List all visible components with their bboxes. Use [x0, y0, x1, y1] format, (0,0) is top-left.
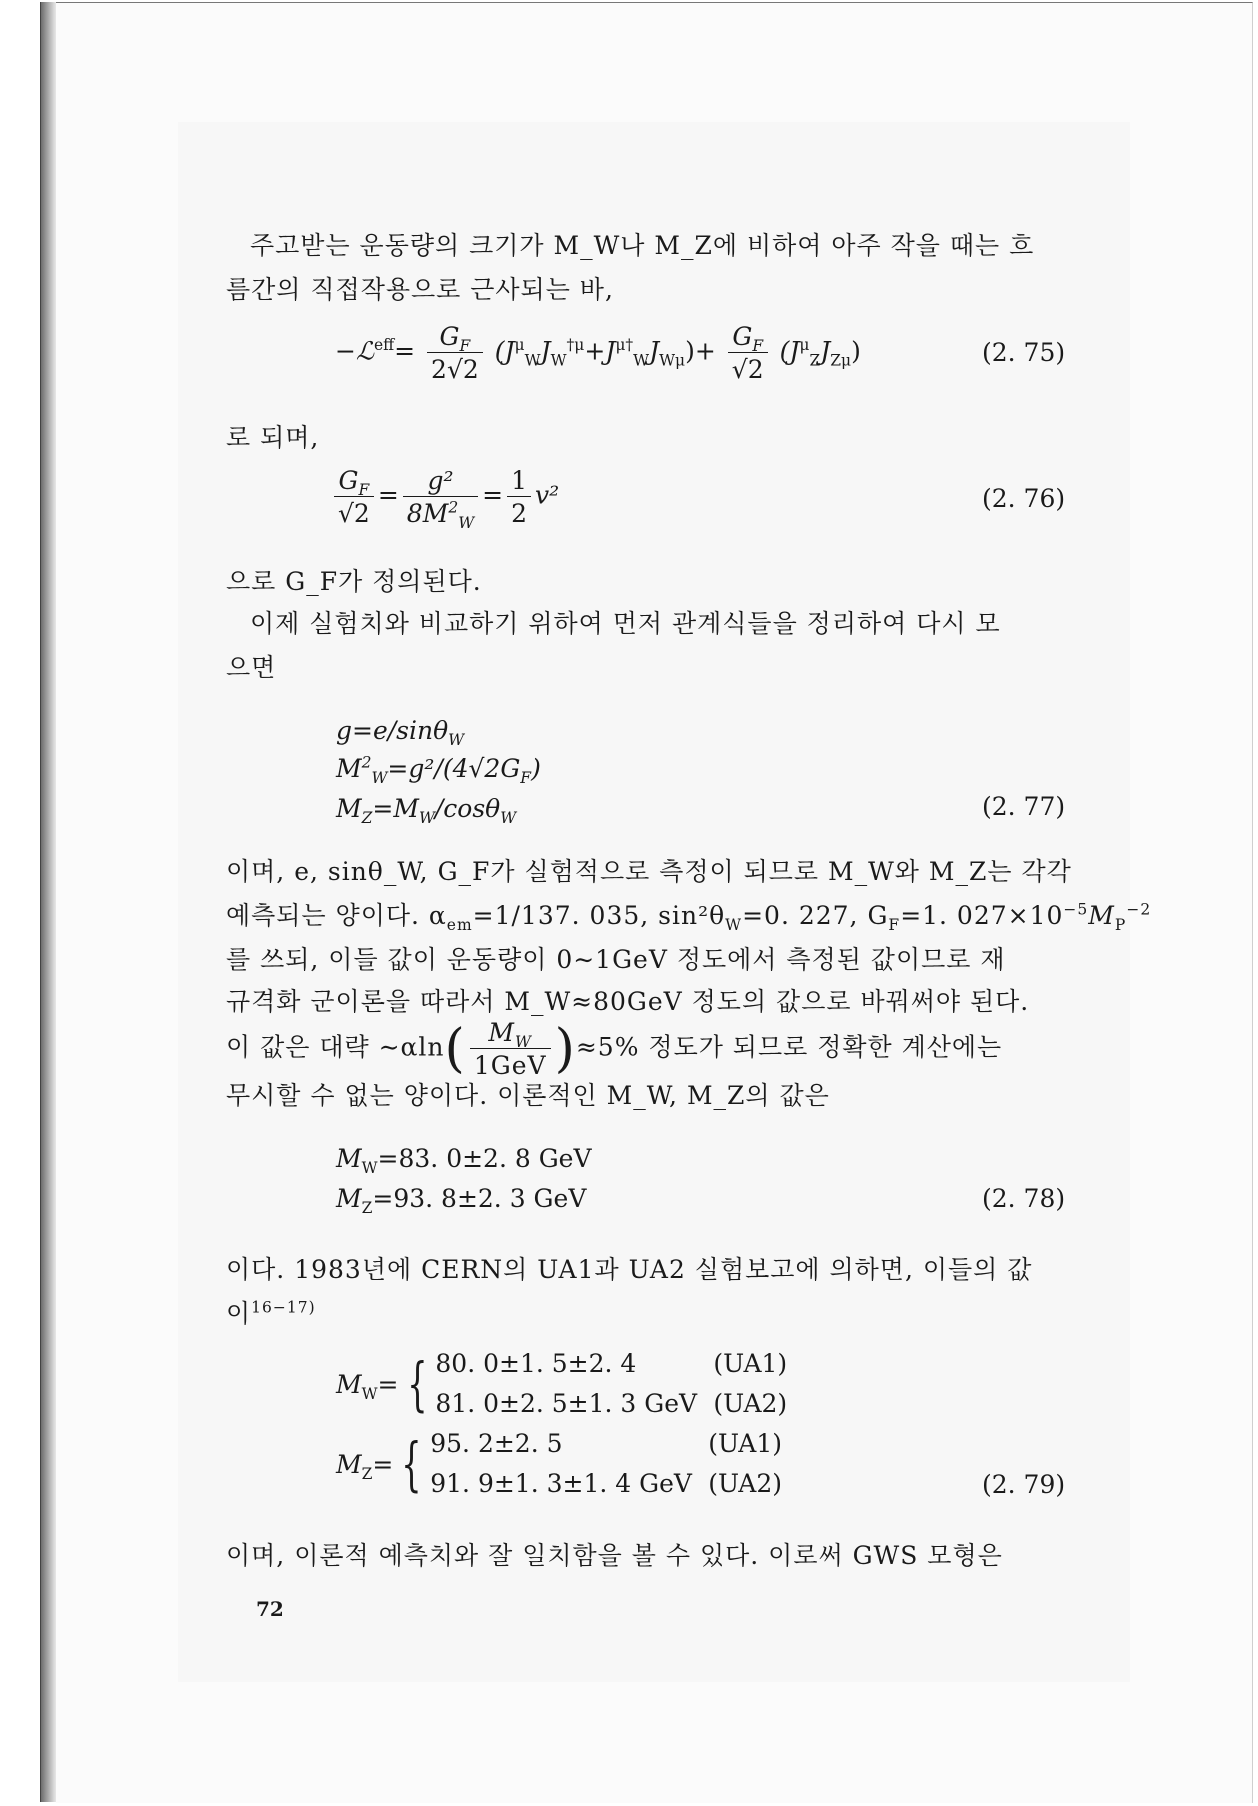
term: J — [649, 336, 660, 366]
equation-number: (2. 77) — [982, 792, 1066, 821]
subscript: Zμ — [830, 351, 852, 370]
subscript: Z — [361, 809, 373, 827]
equation-number: (2. 78) — [982, 1184, 1066, 1213]
term: M — [336, 794, 362, 823]
superscript: μ — [799, 336, 810, 355]
equation-2-79-mw — [336, 1344, 787, 1424]
paragraph-line — [226, 1250, 1032, 1286]
fraction-numerator — [427, 322, 483, 353]
term: ) — [851, 336, 861, 366]
paragraph-line — [226, 1536, 1003, 1572]
fraction-denominator — [403, 497, 478, 532]
superscript: −5 — [1063, 900, 1089, 919]
superscript: μ† — [615, 336, 634, 355]
label: $M_Z=$ — [336, 1449, 394, 1483]
equation-2-79-mz — [336, 1424, 782, 1504]
text-line: 으면 — [226, 653, 277, 682]
subscript: W — [725, 916, 743, 934]
superscript: †μ — [566, 336, 585, 355]
term: g=e/sinθ — [336, 716, 449, 745]
subscript: W — [448, 731, 465, 749]
case-row — [435, 1384, 787, 1424]
symbol: G — [732, 322, 753, 351]
fraction-numerator — [334, 466, 374, 497]
symbol: M — [336, 1144, 362, 1173]
page-number: 72 — [256, 1597, 284, 1621]
term: /cosθ — [434, 794, 501, 823]
tag: (UA1) — [713, 1349, 788, 1378]
fraction-denominator: √2 — [731, 355, 764, 384]
subscript: W — [524, 351, 541, 370]
symbol: G — [338, 466, 359, 495]
subscript: P — [1114, 916, 1127, 934]
brace: { — [406, 1350, 428, 1418]
symbol: M — [1088, 901, 1115, 930]
text-line: 이며, e, sinθ_W, G_F가 실험적으로 측정이 되므로 M_W와 M_Z는 각각 — [226, 857, 1072, 886]
subscript: Z — [361, 1199, 373, 1217]
paragraph-line — [250, 604, 1001, 640]
subscript: W — [458, 514, 475, 532]
subscript: W — [550, 351, 567, 370]
superscript: 2 — [448, 498, 459, 517]
value: 81. 0±2. 5±1. 3 GeV — [435, 1389, 698, 1418]
tag: (UA2) — [708, 1469, 783, 1498]
term: ) — [531, 754, 541, 783]
paragraph-line — [226, 1294, 316, 1330]
text-line: 이다. 1983년에 CERN의 UA1과 UA2 실험보고에 의하면, 이들의 값 — [226, 1255, 1033, 1284]
case-row — [435, 1344, 787, 1384]
term: )+ — [685, 336, 716, 366]
text-line: 주고받는 운동량의 크기가 M_W나 M_Z에 비하여 아주 작을 때는 흐 — [250, 231, 1035, 260]
superscript: −2 — [1126, 900, 1152, 919]
text-line: 규격화 군이론을 따라서 M_W≈80GeV 정도의 값으로 바꿔써야 된다. — [226, 987, 1030, 1016]
fraction — [507, 466, 531, 528]
term: =M — [372, 794, 419, 823]
subscript: Z — [361, 1464, 373, 1483]
equation-2-77-line1 — [336, 716, 465, 749]
book-spine-edge — [40, 2, 57, 1802]
subscript: W — [361, 1159, 378, 1177]
paragraph-line — [226, 562, 482, 598]
subscript: F — [459, 337, 471, 355]
paren: ( — [444, 1019, 466, 1079]
value: =83. 0±2. 8 GeV — [377, 1144, 592, 1173]
fraction — [470, 1018, 551, 1080]
fraction-denominator: 1GeV — [473, 1051, 547, 1080]
subscript: W — [361, 1384, 378, 1403]
equation-2-77-line2 — [336, 753, 541, 787]
equation-number: (2. 79) — [982, 1470, 1066, 1499]
subscript: W — [633, 351, 650, 370]
term: +J — [584, 336, 616, 366]
text-line: 무시할 수 없는 양이다. 이론적인 M_W, M_Z의 값은 — [226, 1081, 830, 1110]
tag: (UA2) — [713, 1389, 788, 1418]
subscript: F — [520, 769, 532, 787]
equation-2-78-line1 — [336, 1144, 592, 1177]
equation-2-78-line2 — [336, 1184, 587, 1217]
term: (J — [779, 336, 800, 366]
tag: (UA1) — [708, 1429, 783, 1458]
paragraph-line — [250, 226, 1034, 262]
subscript: F — [358, 481, 370, 499]
term: J — [820, 336, 831, 366]
equation-number: (2. 75) — [982, 338, 1066, 367]
term: J — [540, 336, 551, 366]
superscript: eff — [373, 336, 395, 355]
paragraph-line — [226, 648, 276, 684]
subscript: W — [418, 809, 435, 827]
fraction-denominator: 2 — [511, 499, 527, 528]
value: 95. 2±2. 5 — [430, 1429, 563, 1458]
symbol: M — [336, 1184, 362, 1213]
paragraph-line — [226, 1076, 830, 1112]
lagrangian-symbol: −ℒ — [335, 336, 374, 366]
paragraph-line — [226, 940, 1006, 976]
term: M — [336, 754, 362, 783]
fraction-denominator: √2 — [338, 499, 370, 528]
cases — [435, 1344, 787, 1424]
text-line: 이며, 이론적 예측치와 잘 일치함을 볼 수 있다. 이로써 GWS 모형은 — [226, 1541, 1003, 1570]
text-line: 이 — [226, 1299, 252, 1328]
subscript: F — [752, 337, 764, 355]
value: 91. 9±1. 3±1. 4 GeV — [430, 1469, 692, 1498]
fraction-numerator — [728, 322, 768, 353]
label: $M_W=$ — [336, 1369, 399, 1403]
subscript: W — [515, 1033, 532, 1051]
paragraph-line — [226, 852, 1072, 888]
value: =93. 8±2. 3 GeV — [372, 1184, 587, 1213]
text-line: 이제 실험치와 비교하기 위하여 먼저 관계식들을 정리하여 다시 모 — [250, 609, 1001, 638]
text-line: ≈5% 정도가 되므로 정확한 계산에는 — [575, 1032, 1003, 1062]
paragraph-line — [226, 982, 1029, 1018]
symbol: M — [336, 1369, 362, 1399]
fraction — [427, 322, 483, 384]
term: v² — [534, 480, 560, 510]
subscript: Wμ — [659, 351, 686, 370]
paragraph-line — [226, 418, 319, 454]
symbol: 8M — [406, 499, 449, 528]
text-line: 이 값은 대략 ∼αln — [226, 1032, 445, 1062]
fraction-numerator: g² — [403, 466, 478, 497]
case-row — [430, 1464, 782, 1504]
text-line: =1/137. 035, sin²θ — [472, 901, 726, 930]
superscript: μ — [514, 336, 525, 355]
fraction — [403, 466, 478, 532]
paragraph-line — [226, 270, 614, 306]
term: (J — [494, 336, 515, 366]
term: =g²/(4√2G — [387, 754, 521, 783]
fraction-numerator: 1 — [507, 466, 531, 497]
subscript: W — [371, 769, 388, 787]
equals-sign: = — [394, 336, 416, 366]
equation-2-77-line3 — [336, 794, 517, 827]
text-line: 를 쓰되, 이들 값이 운동량이 0∼1GeV 정도에서 측정된 값이므로 재 — [226, 945, 1006, 974]
reference-superscript: 16−17) — [251, 1298, 316, 1317]
fraction-denominator: 2√2 — [431, 355, 479, 384]
subscript: Z — [809, 351, 821, 370]
text-line: 으로 G_F가 정의된다. — [226, 567, 482, 596]
case-row — [430, 1424, 782, 1464]
subscript: F — [888, 916, 901, 934]
subscript: W — [500, 809, 517, 827]
brace: { — [401, 1430, 422, 1498]
cases — [430, 1424, 782, 1504]
symbol: G — [439, 322, 460, 351]
text-line: 로 되며, — [226, 423, 320, 452]
equation-number: (2. 76) — [982, 484, 1066, 513]
text-line: 예측되는 양이다. α — [226, 901, 447, 930]
fraction — [334, 466, 374, 528]
symbol: M — [488, 1018, 516, 1047]
text-line: =1. 027×10 — [900, 901, 1064, 930]
fraction — [728, 322, 768, 384]
text-line: 름간의 직접작용으로 근사되는 바, — [226, 275, 614, 304]
superscript: 2 — [361, 753, 372, 772]
subscript: em — [446, 916, 473, 934]
symbol: M — [336, 1449, 362, 1479]
paragraph-line — [226, 1018, 1002, 1080]
value: 80. 0±1. 5±2. 4 — [435, 1349, 637, 1378]
text-line: =0. 227, G — [742, 901, 889, 930]
equation-2-76: $\frac{G_F}{√2}$ = $\frac{\text{g²}}{8M^2_W}$ = $\frac{1}{2}$ v² — [330, 466, 559, 528]
paragraph-line — [226, 896, 1151, 932]
equation-2-75 — [335, 322, 861, 384]
fraction-numerator — [470, 1018, 551, 1049]
paren: ) — [554, 1019, 576, 1079]
